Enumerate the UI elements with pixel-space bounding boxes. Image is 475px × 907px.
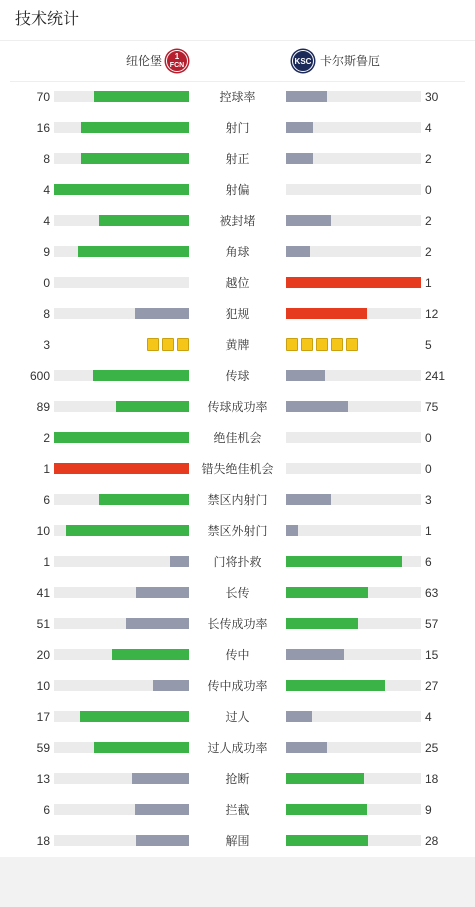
- home-bar-fill: [94, 91, 189, 102]
- away-bar-track: [286, 649, 421, 660]
- away-bar-track: [286, 308, 421, 319]
- away-team-name: 卡尔斯鲁厄: [320, 54, 381, 68]
- away-value: 4: [425, 121, 432, 135]
- home-bar-fill: [153, 680, 189, 691]
- stat-label: 射偏: [225, 183, 250, 197]
- away-bar-track: [286, 432, 421, 443]
- away-value: 30: [425, 90, 439, 104]
- home-value: 1: [43, 555, 50, 569]
- stat-row: [0, 82, 475, 113]
- home-bar-fill: [135, 308, 189, 319]
- home-value: 51: [36, 617, 50, 631]
- away-bar-fill: [286, 711, 312, 722]
- away-value: 241: [425, 369, 446, 383]
- home-bar-track: [54, 835, 189, 846]
- home-bar-track: [54, 246, 189, 257]
- stat-label: 错失绝佳机会: [201, 462, 274, 476]
- home-bar-fill: [112, 649, 189, 660]
- stat-label: 长传成功率: [207, 617, 268, 631]
- away-bar-fill: [286, 153, 313, 164]
- stat-label: 门将扑救: [213, 555, 262, 569]
- yellow-card-icon: [162, 338, 174, 351]
- home-bar-track: [54, 680, 189, 691]
- home-value: 600: [29, 369, 50, 383]
- home-bar-fill: [116, 401, 189, 412]
- home-bar-fill: [126, 618, 189, 629]
- stat-label: 犯规: [225, 307, 250, 321]
- home-value: 4: [43, 183, 50, 197]
- away-value: 5: [425, 338, 432, 352]
- away-value: 4: [425, 710, 432, 724]
- stat-label: 黄牌: [225, 338, 250, 352]
- away-value: 3: [425, 493, 432, 507]
- stat-row: [0, 268, 475, 299]
- stat-row: [0, 361, 475, 392]
- away-bar-fill: [286, 773, 364, 784]
- home-bar-track: [54, 773, 189, 784]
- away-value: 27: [425, 679, 439, 693]
- yellow-card-icon: [331, 338, 343, 351]
- ksc-crest-icon: [290, 48, 316, 74]
- stat-row: [0, 485, 475, 516]
- svg-text:FCN: FCN: [169, 62, 185, 69]
- home-bar-fill: [54, 432, 189, 443]
- away-value: 12: [425, 307, 439, 321]
- stat-label: 长传: [225, 586, 250, 600]
- home-value: 4: [43, 214, 50, 228]
- away-bar-fill: [286, 587, 368, 598]
- away-value: 28: [425, 834, 439, 848]
- home-bar-track: [54, 711, 189, 722]
- home-value: 18: [36, 834, 50, 848]
- away-value: 0: [425, 462, 432, 476]
- away-bar-fill: [286, 649, 344, 660]
- home-bar-fill: [78, 246, 189, 257]
- stat-row: [0, 144, 475, 175]
- stat-row: [0, 547, 475, 578]
- home-bar-track: [54, 742, 189, 753]
- home-bar-track: [54, 432, 189, 443]
- stat-row: [0, 516, 475, 547]
- away-bar-track: [286, 680, 421, 691]
- home-value: 3: [43, 338, 50, 352]
- stat-row: [0, 175, 475, 206]
- home-bar-fill: [99, 494, 189, 505]
- stat-row: [0, 454, 475, 485]
- stat-label: 解围: [225, 834, 250, 848]
- home-bar-track: [54, 494, 189, 505]
- away-bar-fill: [286, 91, 327, 102]
- home-bar-track: [54, 277, 189, 288]
- stat-row: [0, 423, 475, 454]
- away-bar-track: [286, 587, 421, 598]
- away-bar-track: [286, 153, 421, 164]
- stat-row: [0, 113, 475, 144]
- away-bar-fill: [286, 401, 348, 412]
- away-bar-track: [286, 742, 421, 753]
- stat-label: 拦截: [225, 803, 250, 817]
- home-value: 6: [43, 803, 50, 817]
- away-value: 2: [425, 245, 432, 259]
- home-value: 1: [43, 462, 50, 476]
- home-bar-track: [54, 463, 189, 474]
- home-value: 16: [36, 121, 50, 135]
- yellow-card-icon: [147, 338, 159, 351]
- stat-label: 过人: [225, 710, 250, 724]
- home-value: 0: [43, 276, 50, 290]
- home-value: 10: [36, 524, 50, 538]
- stat-label: 传球: [225, 369, 250, 383]
- away-bar-fill: [286, 742, 327, 753]
- away-value: 15: [425, 648, 439, 662]
- away-bar-fill: [286, 215, 331, 226]
- home-value: 89: [36, 400, 50, 414]
- away-bar-fill: [286, 804, 367, 815]
- home-value: 8: [43, 152, 50, 166]
- stat-row: [0, 671, 475, 702]
- home-bar-track: [54, 649, 189, 660]
- stat-label: 传球成功率: [207, 400, 268, 414]
- away-value: 0: [425, 431, 432, 445]
- away-value: 57: [425, 617, 439, 631]
- away-bar-fill: [286, 525, 298, 536]
- home-value: 10: [36, 679, 50, 693]
- home-bar-fill: [80, 711, 189, 722]
- home-bar-fill: [54, 463, 189, 474]
- home-value: 9: [43, 245, 50, 259]
- home-yellow-cards: [147, 338, 189, 351]
- svg-text:KSC: KSC: [294, 57, 312, 66]
- home-value: 20: [36, 648, 50, 662]
- away-value: 2: [425, 152, 432, 166]
- teams-header: [10, 41, 465, 82]
- yellow-card-icon: [316, 338, 328, 351]
- home-bar-track: [54, 587, 189, 598]
- stat-row: [0, 578, 475, 609]
- fcn-crest-icon: [164, 48, 190, 74]
- away-bar-track: [286, 835, 421, 846]
- away-bar-track: [286, 91, 421, 102]
- home-bar-track: [54, 618, 189, 629]
- stat-label: 控球率: [219, 90, 256, 104]
- stat-row: [0, 826, 475, 857]
- home-bar-fill: [94, 742, 189, 753]
- home-bar-fill: [136, 587, 189, 598]
- home-bar-track: [54, 153, 189, 164]
- away-bar-track: [286, 184, 421, 195]
- away-bar-fill: [286, 277, 421, 288]
- home-value: 41: [36, 586, 50, 600]
- away-bar-track: [286, 246, 421, 257]
- away-bar-track: [286, 277, 421, 288]
- stat-row: [0, 206, 475, 237]
- home-bar-track: [54, 308, 189, 319]
- away-value: 75: [425, 400, 439, 414]
- home-bar-track: [54, 370, 189, 381]
- home-bar-fill: [54, 184, 189, 195]
- away-bar-track: [286, 773, 421, 784]
- away-value: 2: [425, 214, 432, 228]
- away-bar-fill: [286, 308, 367, 319]
- away-bar-fill: [286, 122, 313, 133]
- away-bar-track: [286, 556, 421, 567]
- home-bar-fill: [132, 773, 189, 784]
- stats-list: [0, 82, 475, 857]
- away-bar-track: [286, 711, 421, 722]
- away-value: 6: [425, 555, 432, 569]
- home-value: 59: [36, 741, 50, 755]
- stat-row: [0, 330, 475, 361]
- stat-row: [0, 609, 475, 640]
- stat-row: [0, 237, 475, 268]
- away-bar-track: [286, 122, 421, 133]
- home-bar-fill: [99, 215, 189, 226]
- away-bar-track: [286, 525, 421, 536]
- stat-label: 越位: [225, 276, 250, 290]
- home-value: 6: [43, 493, 50, 507]
- home-value: 8: [43, 307, 50, 321]
- away-value: 1: [425, 276, 432, 290]
- home-bar-track: [54, 184, 189, 195]
- yellow-card-icon: [301, 338, 313, 351]
- stat-label: 禁区外射门: [207, 524, 268, 538]
- stat-row: [0, 640, 475, 671]
- away-bar-track: [286, 804, 421, 815]
- page-title: 技术统计: [15, 11, 80, 28]
- stat-label: 过人成功率: [207, 741, 268, 755]
- stat-label: 角球: [225, 245, 250, 259]
- home-bar-fill: [66, 525, 189, 536]
- home-bar-fill: [136, 835, 189, 846]
- yellow-card-icon: [346, 338, 358, 351]
- home-team-name: 纽伦堡: [125, 54, 162, 68]
- away-value: 9: [425, 803, 432, 817]
- away-bar-fill: [286, 494, 331, 505]
- svg-text:1: 1: [174, 52, 180, 61]
- stat-label: 被封堵: [219, 214, 256, 228]
- home-value: 70: [36, 90, 50, 104]
- away-yellow-cards: [286, 338, 358, 351]
- away-value: 63: [425, 586, 439, 600]
- stat-label: 传中成功率: [207, 679, 268, 693]
- home-bar-track: [54, 91, 189, 102]
- stat-row: [0, 764, 475, 795]
- home-bar-fill: [81, 122, 189, 133]
- stat-label: 绝佳机会: [213, 431, 262, 445]
- home-bar-track: [54, 215, 189, 226]
- away-bar-fill: [286, 370, 325, 381]
- stat-row: [0, 702, 475, 733]
- yellow-card-icon: [177, 338, 189, 351]
- away-bar-fill: [286, 618, 358, 629]
- away-value: 1: [425, 524, 432, 538]
- stat-label: 禁区内射门: [207, 493, 268, 507]
- home-bar-fill: [81, 153, 189, 164]
- home-bar-fill: [170, 556, 189, 567]
- stat-row: [0, 795, 475, 826]
- stat-label: 抢断: [225, 772, 250, 786]
- home-value: 17: [36, 710, 50, 724]
- away-value: 18: [425, 772, 439, 786]
- home-bar-fill: [93, 370, 189, 381]
- yellow-card-icon: [286, 338, 298, 351]
- home-bar-track: [54, 556, 189, 567]
- stat-label: 射门: [225, 121, 250, 135]
- away-bar-track: [286, 618, 421, 629]
- away-bar-fill: [286, 835, 368, 846]
- home-value: 2: [43, 431, 50, 445]
- stat-row: [0, 733, 475, 764]
- stat-row: [0, 299, 475, 330]
- home-bar-track: [54, 401, 189, 412]
- home-bar-track: [54, 122, 189, 133]
- away-bar-fill: [286, 246, 310, 257]
- away-bar-track: [286, 494, 421, 505]
- home-bar-fill: [135, 804, 189, 815]
- away-value: 25: [425, 741, 439, 755]
- away-bar-track: [286, 401, 421, 412]
- away-value: 0: [425, 183, 432, 197]
- home-bar-track: [54, 804, 189, 815]
- stat-row: [0, 392, 475, 423]
- stat-label: 传中: [225, 648, 250, 662]
- away-bar-track: [286, 370, 421, 381]
- stat-label: 射正: [225, 152, 250, 166]
- home-bar-track: [54, 525, 189, 536]
- away-bar-track: [286, 463, 421, 474]
- home-value: 13: [36, 772, 50, 786]
- away-bar-fill: [286, 680, 385, 691]
- away-bar-fill: [286, 556, 402, 567]
- away-bar-track: [286, 215, 421, 226]
